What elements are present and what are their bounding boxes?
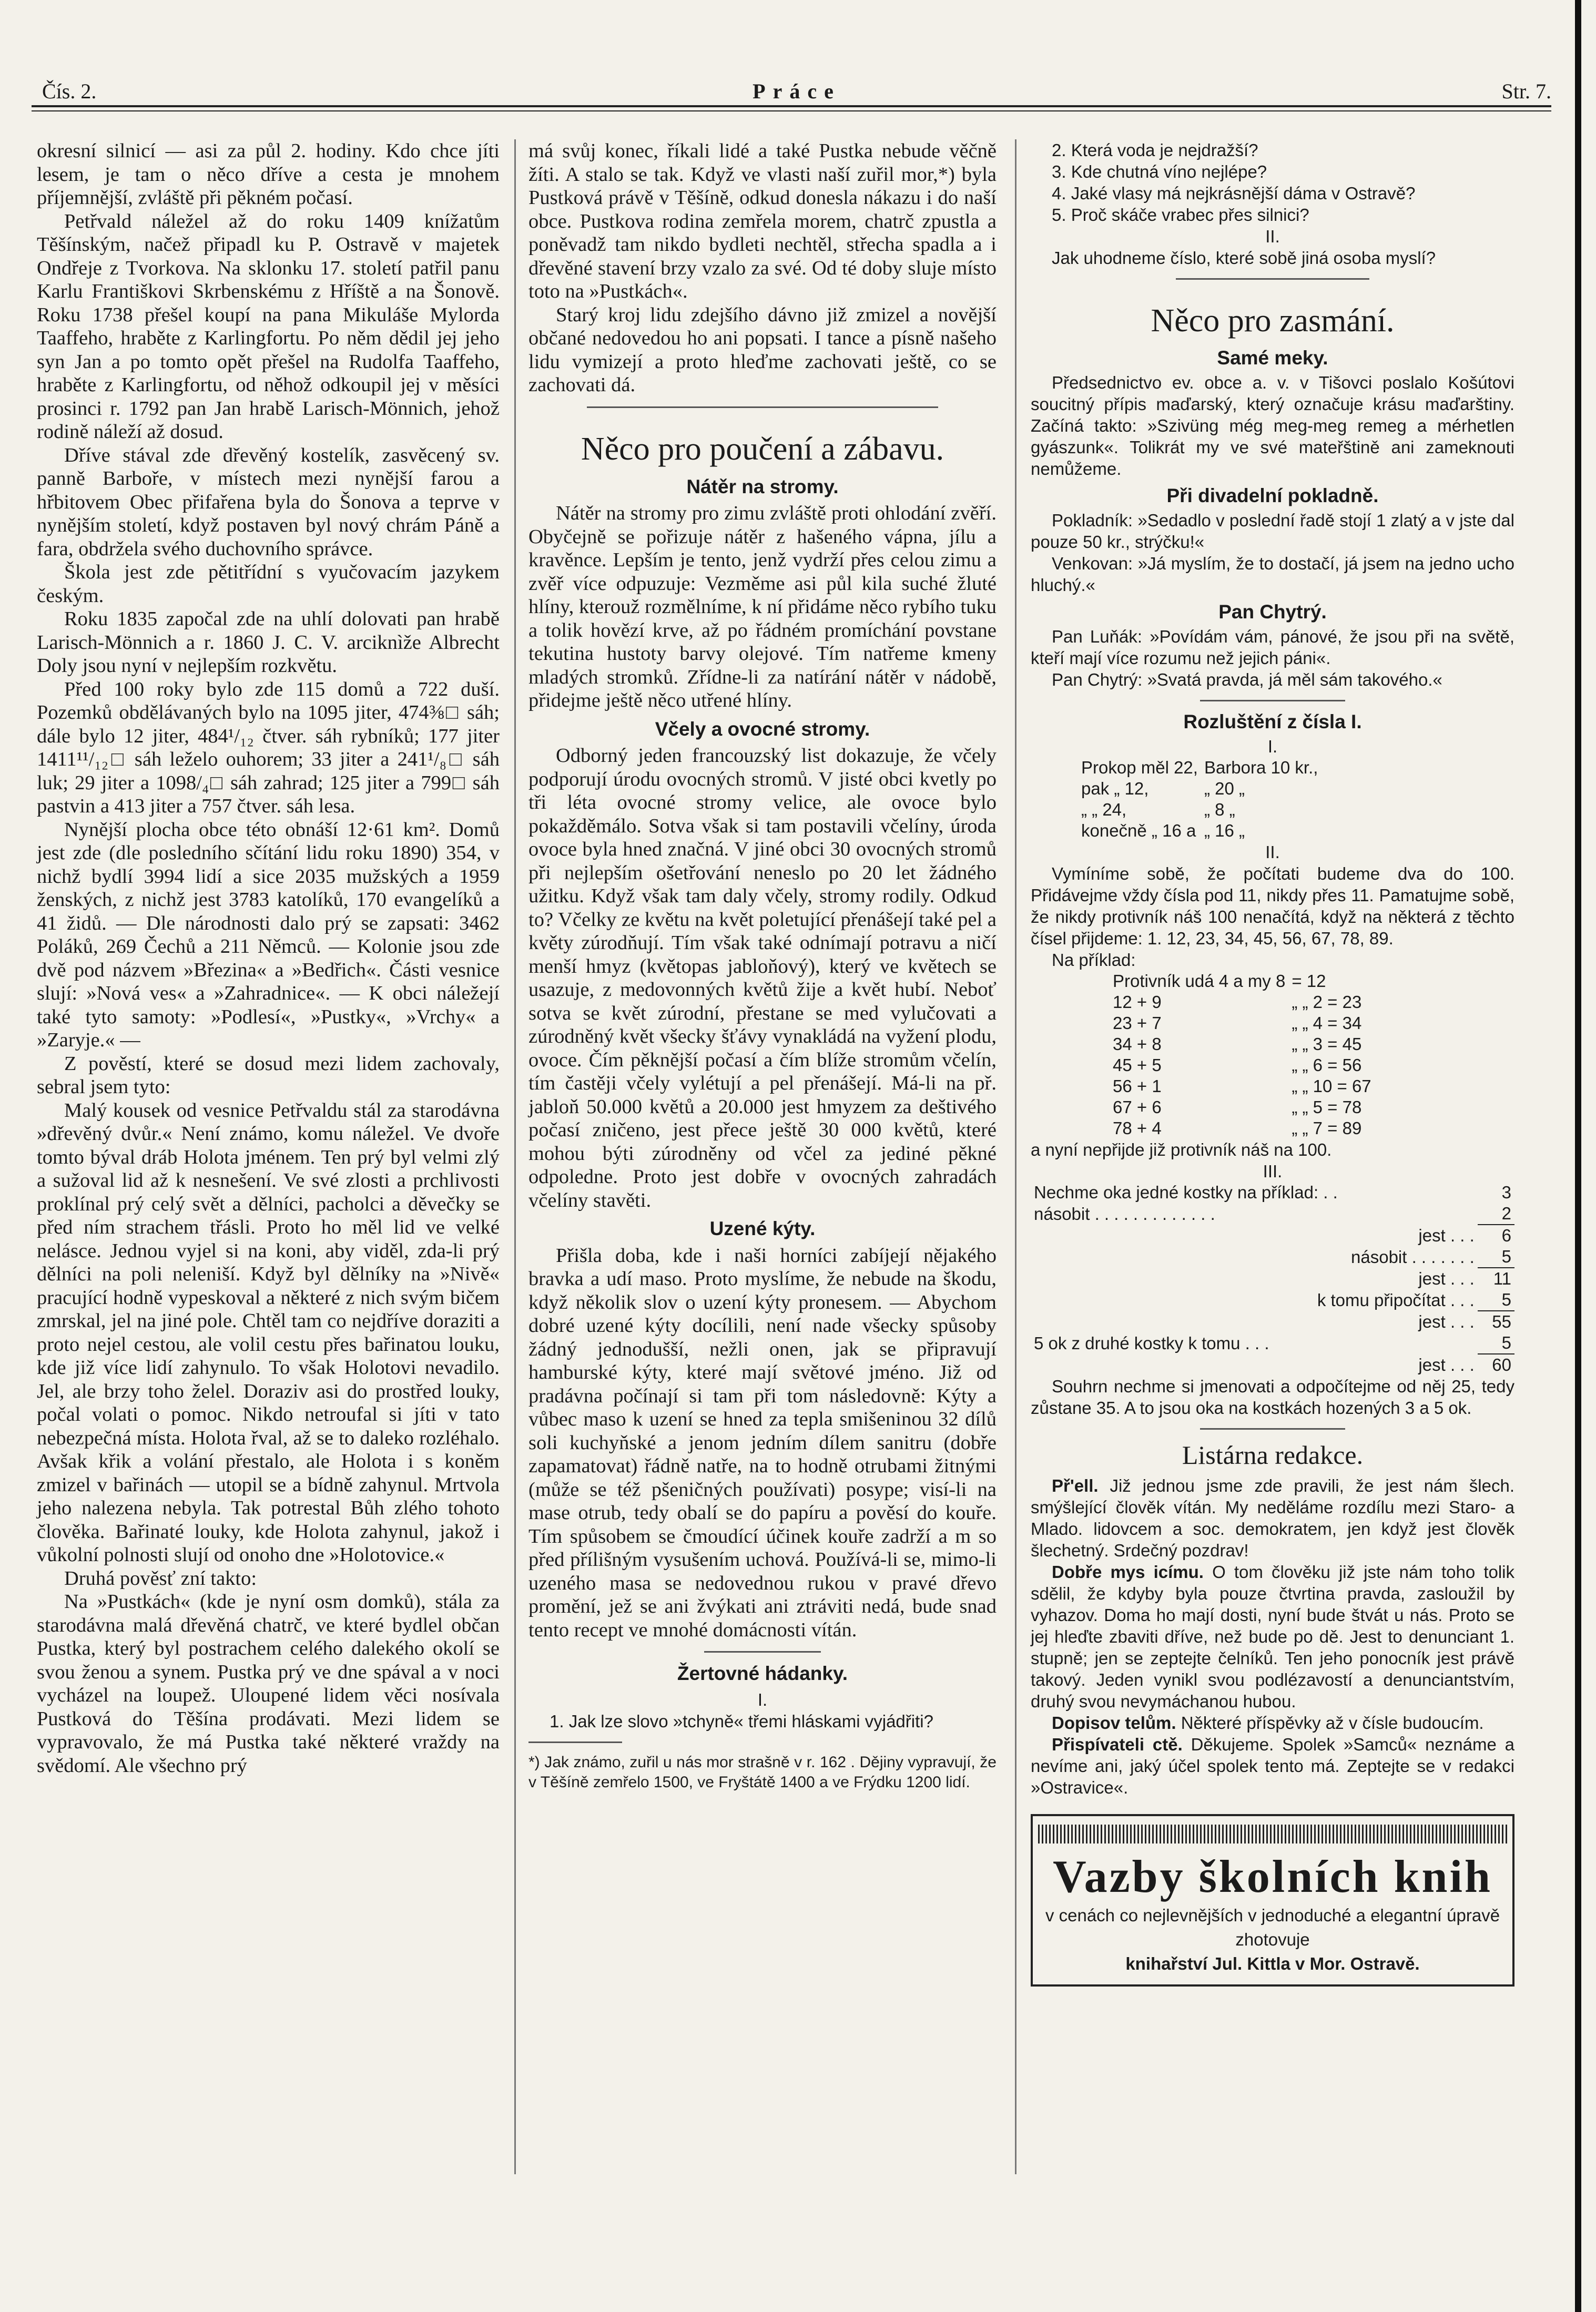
solution-2-table	[1110, 971, 1375, 1139]
riddle-item: 5. Proč skáče vrabec přes silnici?	[1052, 205, 1309, 225]
table-cell: 55	[1492, 1312, 1511, 1331]
paragraph: Na »Pustkách« (kde je nyní osm domků), stála za starodávna malá dřevěná chatrč, ve které bydlel občan Pustka, který byl postrachem celého dalekého okolí se svou ženou a synem. Pustka prý ve dne spával a v noci vycházel na loupež. Uloupené lidem věci nosívala Pustková do Těšína prodávati. Mezi lidem se vypravovalo, že má Pustka také některé vraždy na svědomí. Ale všechno prý	[37, 1591, 500, 1777]
riddle-item: 3. Kde chutná víno nejlépe?	[1052, 162, 1267, 181]
paragraph: Pan Chytrý: »Svatá pravda, já měl sám takového.«	[1052, 670, 1442, 689]
paragraph: Vymíníme sobě, že počítati budeme dva do 100. Přidávejme vždy čísla pod 11, nikdy přes 11. Pamatujme sobě, že nikdy protivník náš 100 nenačítá, když na některá z těchto čísel přijdeme: 1. 12, 23, 34, 45, 56, 67, 78, 89.	[1031, 864, 1514, 948]
section-rule	[1200, 1428, 1345, 1430]
section-rule	[587, 406, 938, 408]
table-cell: „ „ 10 = 67	[1292, 1076, 1371, 1096]
heading-rozlusteni: Rozluštění z čísla I.	[1183, 711, 1362, 732]
table-row	[1031, 1246, 1514, 1268]
table-row	[1110, 1034, 1375, 1055]
paragraph: Předsednictvo ev. obce a. v. v Tišovci poslalo Košútovi soucitný přípis maďarský, který označuje krásu maďarštiny. Začíná takto: »Szivüng még meg-meg remeg a mérhetlen gyászunk«. Tolikrát my ve své mateřštině ani zameknouti nemůžeme.	[1031, 373, 1514, 478]
table-cell: 2	[1478, 1203, 1514, 1225]
table-cell: 5 ok z druhé kostky k tomu . . .	[1034, 1333, 1269, 1353]
header-rule	[32, 105, 1551, 107]
table-cell: Barbora 10 kr.,	[1204, 758, 1318, 777]
ad-title: Vazby školních knih	[1053, 1851, 1492, 1902]
table-cell: 60	[1492, 1355, 1511, 1374]
riddle-item: 4. Jaké vlasy má nejkrásnější dáma v Ostravě?	[1052, 184, 1416, 203]
ad-text: v cenách co nejlevnějších v jednoduché a elegantní úpravě zhotovuje	[1045, 1906, 1500, 1949]
paragraph: Dříve stával zde dřevěný kostelík, zasvěcený sv. panně Barboře, v místech mezi nynější farou a hřbitovem Obec přifařena byla do Šonova a teprve v nynějším století, když postaven byl nový chrám Páně a fara, obdržela svého duchovního správce.	[37, 444, 500, 560]
paragraph: Pokladník: »Sedadlo v poslední řadě stojí 1 zlatý a v jste dal pouze 50 kr., strýčku!«	[1031, 511, 1514, 552]
solution-1-table	[1078, 757, 1321, 841]
letters-item	[1031, 1475, 1514, 1561]
table-cell: 3	[1501, 1183, 1511, 1202]
table-row	[1031, 1182, 1514, 1203]
table-cell: pak „ 12,	[1081, 779, 1149, 798]
table-cell: 12 + 9	[1113, 992, 1162, 1012]
letters-text: Některé příspěvky až v čísle budoucím.	[1176, 1713, 1484, 1733]
table-cell: 5	[1478, 1332, 1514, 1354]
table-cell: 67 + 6	[1113, 1097, 1162, 1117]
table-cell: násobit . . . . . . . . . . . . .	[1034, 1204, 1215, 1224]
page-number: Str. 7.	[1501, 79, 1551, 103]
paragraph: Druhá pověsť zní takto:	[64, 1567, 257, 1590]
table-row	[1031, 1225, 1514, 1246]
heading-chytry: Pan Chytrý.	[1218, 601, 1327, 623]
paragraph: má svůj konec, říkali lidé a také Pustka nebude věčně žíti. A stalo se tak. Když ve vlasti naší zuřil mor,*) byla Pustková právě v Těšíně, odkud donesla nákazu i do naší obce. Pustkova rodina zemřela morem, chatrč zpustla a poněvadž tam nikdo bydleti nechtěl, střecha spadla a i dřevěné stavení brzy vzalo za své. Od té doby sluje místo toto na »Pustkách«.	[528, 140, 997, 302]
table-cell: „ 8 „	[1204, 800, 1235, 819]
heading-vcely: Včely a ovocné stromy.	[655, 718, 870, 740]
table-cell: „ „ 2 = 23	[1292, 992, 1362, 1012]
table-row	[1031, 1354, 1514, 1376]
paragraph: Roku 1835 započal zde na uhlí dolovati pan hrabě Larisch-Mönnich a r. 1860 J. C. V. arciknìže Albrecht Doly jsou nyní v nejlepším rozkvětu.	[37, 608, 500, 677]
newspaper-title: Práce	[753, 79, 841, 103]
table-row	[1110, 1076, 1375, 1097]
letters-addressee: Přispívateli ctě.	[1052, 1735, 1183, 1754]
scan-edge-line	[1575, 0, 1581, 2312]
column-divider-2	[1015, 139, 1016, 2174]
table-row	[1031, 1268, 1514, 1289]
letters-item	[1031, 1734, 1514, 1798]
letters-item	[1031, 1712, 1514, 1734]
section-title-listarna: Listárna redakce.	[1182, 1440, 1364, 1470]
footnote-rule	[528, 1741, 622, 1743]
solution-3-table	[1031, 1182, 1514, 1376]
table-row	[1110, 992, 1375, 1013]
riddle-numeral: II.	[1265, 227, 1280, 246]
section-rule	[1176, 278, 1369, 280]
table-cell: 5	[1478, 1246, 1514, 1268]
paragraph: Pan Luňák: »Povídám vám, pánové, že jsou při na světě, kteří mají více rozumu než jejich páni«.	[1031, 627, 1514, 668]
table-row	[1110, 1118, 1375, 1139]
table-cell: = 12	[1292, 971, 1326, 991]
issue-number: Čís. 2.	[42, 79, 97, 103]
solution-numeral: III.	[1263, 1162, 1283, 1181]
table-cell: konečně „ 16 a	[1081, 821, 1196, 840]
solution-numeral: II.	[1265, 842, 1280, 862]
section-rule	[704, 1651, 821, 1653]
table-cell: jest . . .	[1418, 1354, 1475, 1374]
table-cell: jest . . .	[1418, 1311, 1475, 1331]
example-label: Na příklad:	[1052, 950, 1136, 970]
heading-kyty: Uzené kýty.	[709, 1218, 816, 1239]
table-cell: 45 + 5	[1113, 1055, 1162, 1075]
riddle-numeral: I.	[757, 1689, 768, 1709]
table-row	[1110, 1013, 1375, 1034]
section-rule	[1200, 700, 1345, 701]
table-cell: „ „ 6 = 56	[1292, 1055, 1362, 1075]
paragraph: Nynější plocha obce této obnáší 12·61 km². Domů jest zde (dle posledního sčítání lidu roku 1890) 354, v nichž bydlí 3994 lidí a sice 2035 mužských a 1959 ženských, z nichž jest 3783 katolíků, 170 evangelíků a 41 židů. — Dle národnosti dalo prý se zapsati: 3462 Poláků, 269 Čechů a 211 Němců. — Kolonie jsou zde dvě pod názvem »Březina« a »Bedřich«. Části vesnice slují: »Nová ves« a »Zahradnice«. — K obci náležejí také tyto samoty: »Podlesí«, »Pustky«, »Vrchy« a »Zaryje.« —	[37, 818, 500, 1051]
table-cell: 56 + 1	[1113, 1076, 1162, 1096]
paragraph: Z pověstí, které se dosud mezi lidem zachovaly, sebral jsem tyto:	[37, 1052, 500, 1098]
footnote: *) Jak známo, zuřil u nás mor strašně v r. 162 . Dějiny vypravují, že v Těšíně zemřelo 1500, ve Fryštátě 1400 a ve Frýdku 1200 lidí.	[528, 1753, 997, 1791]
heading-natr: Nátěr na stromy.	[686, 475, 839, 497]
section-title-pouceni: Něco pro poučení a zábavu.	[581, 431, 944, 467]
table-cell: „ 16 „	[1204, 821, 1245, 840]
paragraph: Starý kroj lidu zdejšího dávno již zmizel a novější občané nedovedou ho ani popsati. I tance a písně našeho lidu vymizejí a proto hleďme zachovati ještě, co se zachovati dá.	[528, 303, 997, 396]
table-row	[1031, 1332, 1514, 1354]
table-row	[1031, 1311, 1514, 1332]
table-cell: 5	[1478, 1289, 1514, 1311]
column-1	[37, 139, 500, 1777]
table-cell: „ „ 24,	[1081, 800, 1127, 819]
table-cell: 11	[1493, 1269, 1511, 1288]
ad-shop: knihařství Jul. Kittla v Mor. Ostravě.	[1125, 1954, 1420, 1973]
table-cell: „ „ 4 = 34	[1292, 1013, 1362, 1033]
table-cell: „ 20 „	[1204, 779, 1245, 798]
riddle-item: 2. Která voda je nejdražší?	[1052, 140, 1258, 160]
table-row	[1110, 971, 1375, 992]
table-cell: 23 + 7	[1113, 1013, 1162, 1033]
letters-text: Děkujeme. Spolek »Samců« neznáme a nevíme ani, jaký účel spolek tento má. Zeptejte se v redakci »Ostravice«.	[1031, 1735, 1514, 1797]
riddle-block	[528, 1689, 997, 1732]
table-row	[1031, 1289, 1514, 1311]
table-row	[1078, 778, 1321, 799]
table-row	[1031, 1203, 1514, 1225]
letters-item	[1031, 1561, 1514, 1712]
table-cell: „ „ 3 = 45	[1292, 1034, 1362, 1054]
table-cell: Nechme oka jedné kostky na příklad: . .	[1034, 1183, 1338, 1202]
table-cell: Prokop měl 22,	[1081, 758, 1198, 777]
table-row	[1110, 1097, 1375, 1118]
heading-pokladne: Při divadelní pokladně.	[1166, 485, 1379, 506]
column-2	[528, 139, 997, 1792]
table-cell: jest . . .	[1418, 1268, 1475, 1288]
column-divider-1	[514, 139, 516, 2174]
paragraph: okresní silnicí — asi za půl 2. hodiny. Kdo chce jíti lesem, je tam o něco dříve a cesta je mnohem příjemnější, zvláště při pěkném počasí.	[37, 140, 500, 209]
paragraph: Petřvald náležel až do roku 1409 knížatům Těšínským, načež připadl ku P. Ostravě v majetek Ondřeje z Tvorkova. Na sklonku 17. století patřil panu Karlu Františkovi Skrbenskému z Hříště a na Šonově. Roku 1738 přešel koupí na pana Mikuláše Mylorda Taaffeho, hraběte z Karlingfortu. Po něm dědil jej jeho syn Jan a po tomto opět přešel na Rudolfa Taaffeho, hraběte z Karlingfortu, od něhož odkoupil jej v měsíci prosinci r. 1792 pan Jan hrabě Larisch-Mönnich, jehož rodině náleží až dosud.	[37, 210, 500, 443]
heading-meky: Samé meky.	[1217, 347, 1328, 369]
ad-pattern	[1038, 1825, 1507, 1844]
table-cell: 6	[1501, 1226, 1511, 1245]
table-row	[1078, 799, 1321, 820]
bookbinding-ad	[1031, 1814, 1514, 1987]
paragraph: Venkovan: »Já myslím, že to dostačí, já jsem na jedno ucho hluchý.«	[1031, 554, 1514, 595]
letters-addressee: Dobře mys icímu.	[1052, 1562, 1204, 1582]
table-cell: 34 + 8	[1113, 1034, 1162, 1054]
paragraph: a nyní nepřijde již protivník náš na 100.	[1031, 1140, 1332, 1159]
letters-addressee: Př'ell.	[1052, 1476, 1099, 1495]
paragraph: Odborný jeden francouzský list dokazuje, že včely podporují úrodu ovocných stromů. V jisté obci kvetly po tři léta ovocné stromy velice, ale ovoce bylo pokažděmálo. Sotva však si tam postavili včelíny, úroda ovoce byla hned značná. V jiné obci 30 ovocných stromů při nejlepším ošetřování neneslo po 20 let žádného užitku. Když však tam daly včely, stromy rodily. Odkud to? Včelky ze květu na květ poletující přenášejí také pel a květy zúrodňují. Tím však také odnímají potravu a ničí menší hmyz (květopas jabloňový), který ve květech se usazuje, z medovonných květů žije a květ hubí. Neboť sotva se květ zúrodní, přestane se med vylučovati a zúrodněný květ všecky šťávy vynakládá na vyžení plodu, ovoce. Čím pěknější počasí a čím blíže stromům včelín, tím častěji včely vylétují a pel přenášejí. Má-li na př. jabloň 50.000 květů a 20.000 jest hmyzem za deštivého počasí zničeno, jest přece ještě 30 000 květů, které mohou býti zúrodněny od včel za jediné pěkné odpoledne. Proto jest dobře v ovocných zahradách včelíny stavěti.	[528, 745, 997, 1211]
solution-numeral: I.	[1267, 737, 1278, 756]
paragraph: Nátěr na stromy pro zimu zvláště proti ohlodání zvěří. Obyčejně se pořizuje nátěr z hašeného vápna, jílu a kravěnce. Lepším je tento, jenž vydrží přes celou zimu a zvěř více odpuzuje: Vezměme asi půl kila suché žluté hlíny, kterouž rozmělníme, k ní přidáme něco rybího tuku a tolik hovězí krve, až po řádném promíchání povstane tekutina hustoty barvy olejové. Tím natřeme kmeny mladých stromků. Zřídne-li za natírání nátěr v nádobě, přidejme ještě něco utřené hlíny.	[528, 502, 997, 711]
table-cell: k tomu připočítat . . .	[1317, 1290, 1475, 1310]
table-cell: násobit . . . . . . .	[1351, 1247, 1475, 1267]
heading-hadanky: Žertovné hádanky.	[677, 1663, 848, 1684]
riddle-item: Jak uhodneme číslo, které sobě jiná osoba myslí?	[1052, 248, 1436, 268]
table-cell: jest . . .	[1418, 1225, 1475, 1245]
table-row	[1078, 820, 1321, 841]
table-row	[1110, 1055, 1375, 1076]
paragraph: Škola jest zde pětitřídní s vyučovacím jazykem českým.	[37, 561, 500, 607]
letters-text: O tom člověku již jste nám toho tolik sdělil, že kdyby byla pouze čtvrtina pravda, zasloužil by vyhazov. Doma ho mají dosti, nyní bude štvát u nás. Proto se jej hleďte zbaviti dříve, než bude po dě. Jest to denunciant 1. stupně; jen se zeptejte čelníků. Ten jeho ponocník jest právě takový. Jeden vynikl svou podlézavostí a denunciantstvím, druhý svou nevymáchanou hubou.	[1031, 1562, 1514, 1711]
paragraph: Přišla doba, kde i naši horníci zabíjejí nějakého bravka a udí maso. Proto myslíme, že nebude na škodu, když několik slov o uzení kýty pronesem. — Abychom dobré uzené kýty docílili, není nade všecky spůsoby žádný jednodušší, nežli onen, jak se připravují hamburské kýty, které mají světové jméno. Již od pradávna počínají si tam při tom následovně: Kýty a vůbec maso k uzení se hned za tepla smišeninou 32 dílů soli kuchyňské a jenom jedním dílem sanitru (dobře zapamatovat) řádně natře, na to hodně otrubami žitnými (může se též pšeničných používati) posype; visí-li na mase otrub, tedy obalí se do papíru a pověsí do kouře. Tím spůsobem se čmoudící účinek kouře zadrží a m so před přílišným vysušením uchová. Používá-li se, mimo-li uzeného masa se nedovednou rukou v pravé dřevo promění, jež se ani žvýkati ani ztráviti nedá, bude snad tento recept ve mnohé domácnosti vítán.	[528, 1244, 997, 1641]
table-cell: Protivník udá 4 a my 8	[1113, 971, 1286, 991]
table-cell: „ „ 7 = 89	[1292, 1118, 1362, 1138]
table-cell: „ „ 5 = 78	[1292, 1097, 1362, 1117]
table-cell: 78 + 4	[1113, 1118, 1162, 1138]
paragraph: Souhrn nechme si jmenovati a odpočítejme od něj 25, tedy zůstane 35. A to jsou oka na kostkách hozených 3 a 5 ok.	[1031, 1377, 1514, 1418]
riddle-item: 1. Jak lze slovo »tchyně« třemi hláskami vyjádřiti?	[550, 1711, 933, 1731]
paragraph: Malý kousek od vesnice Petřvaldu stál za starodávna »dřevěný dvůr.« Není známo, komu náležel. Ve dvoře tomto býval dráb Holota jménem. Ten prý byl velmi zlý a sužoval lid až k nesnešení. Ve své zlosti a prchlivosti proklínal prý celý svět a dělníci, pacholci a děvečky se před ním strachem třásli. Proto ho měl lid ve velké nelásce. Jednou vyjel si na koni, aby viděl, zda-li prý dělníci na poli neleniší. Když byl dělníky na »Nivě« pracující hodně vypeskoval a některé z nich svým bičem zmrskal, jel na jiné pole. Chtěl tam co nejdříve doraziti a proto nejel cestou, ale volil cestu přes bařinatou louku, kde již více lidí zahynulo. To však Holotovi nevadilo. Jel, ale brzy toho želel. Doraziv asi do prostřed louky, počal volati o pomoc. Nikdo netroufal si jíti v tato nebezpečná místa. Holota řval, až se to daleko rozléhalo. Avšak křik a volání přestalo, ale Holota i s koněm zmizel v bařinách — utopil se a bídně zahynul. Mrtvola jeho nalezena nebyla. Tak potrestal Bůh zlého tohoto člověka. Bařinaté louky, kde Holota zahynul, jakož i vůkolní polnosti slují od onoho dne »Holotovice.«	[37, 1099, 500, 1566]
column-3	[1031, 139, 1514, 1987]
table-row	[1078, 757, 1321, 778]
letters-addressee: Dopisov telům.	[1052, 1713, 1176, 1733]
header-rule-thin	[32, 110, 1551, 111]
letters-text: Již jednou jsme zde pravili, že jest nám šlech. smýšlející člověk vítán. My neděláme rozdílu mezi Staro- a Mlado. lidovcem a soc. demokratem, jen když jest člověk šlechetný. Srdečný pozdrav!	[1031, 1476, 1514, 1560]
section-title-zasmani: Něco pro zasmání.	[1151, 303, 1395, 339]
paragraph: Před 100 roky bylo zde 115 domů a 722 duší. Pozemků obdělávaných bylo na 1095 jiter, 474⅜□ sáh; dále bylo 12 jiter, 484¹/₁₂ čtver. sáh rybníků; 177 jiter 1411¹¹/₁₂□ sáh leželo ouhorem; 33 jiter a 241¹/₈□ sáh luk; 29 jiter a 1098/₄□ sáh zahrad; 125 jiter a 799□ sáh pastvin a 413 jiter a 757 čtver. sáh lesa.	[37, 678, 500, 817]
